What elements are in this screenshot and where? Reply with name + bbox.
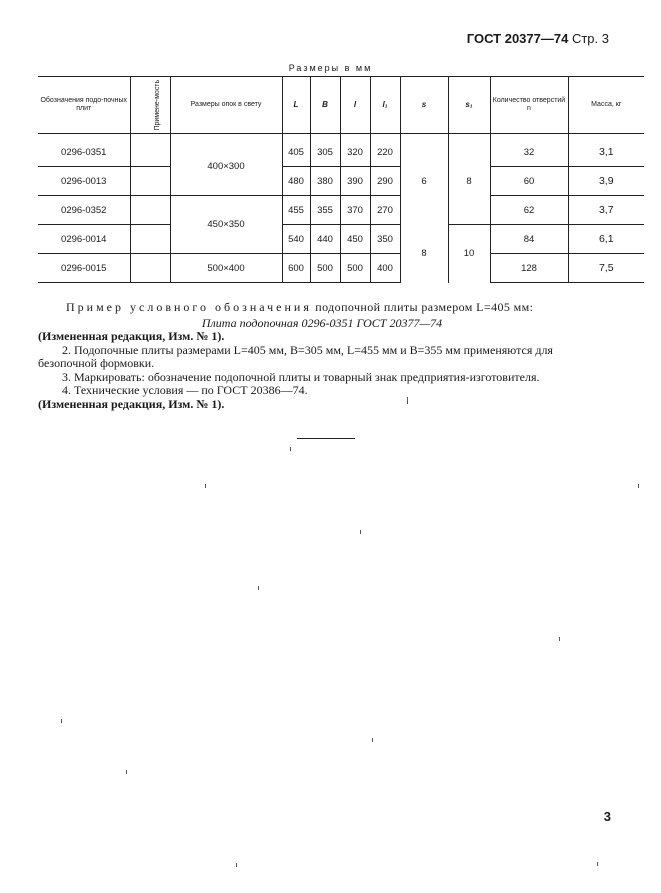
- col-application-label: Примене-мость: [153, 79, 161, 131]
- col-application: [130, 77, 170, 134]
- example-label: Пример условного обозначения: [66, 300, 312, 314]
- speck: [236, 863, 237, 867]
- col-holes: Количество отверстий n: [490, 77, 568, 134]
- cell-mass: 3,1: [568, 134, 644, 167]
- amendment-note: (Измененная редакция, Изм. № 1).: [38, 396, 225, 411]
- cell-L: 455: [282, 196, 310, 225]
- clause-3: 3. Маркировать: обозначение подопочной плиты и товарный знак предприятия-изготовителя.: [62, 369, 540, 384]
- speck: [205, 484, 206, 488]
- cell-holes: 128: [490, 254, 568, 283]
- cell-application: [130, 225, 170, 254]
- cell-l: 390: [340, 167, 370, 196]
- speck: [290, 447, 291, 451]
- page-label: Стр. 3: [571, 31, 609, 46]
- clause-4: 4. Технические условия — по ГОСТ 20386—74.: [62, 383, 308, 397]
- table-row: [38, 225, 644, 254]
- table-caption: Размеры в мм: [288, 63, 373, 73]
- col-L: L: [282, 77, 310, 134]
- col-B: B: [310, 77, 340, 134]
- table-row: [38, 254, 644, 283]
- cell-application: [130, 134, 170, 167]
- table-row: [38, 134, 644, 167]
- cell-holes: 84: [490, 225, 568, 254]
- cell-designation: 0296-0352: [38, 196, 130, 225]
- body-text: [38, 301, 606, 411]
- speck: [597, 862, 598, 866]
- col-flask-size: Размеры опок в свету: [170, 77, 282, 134]
- designation-example: Плита подопочная 0296-0351 ГОСТ 20377—74: [201, 315, 443, 330]
- table-row: [38, 196, 644, 225]
- speck: [126, 770, 127, 774]
- cell-l: 450: [340, 225, 370, 254]
- cell-mass: 3,7: [568, 196, 644, 225]
- page-header: [467, 31, 609, 46]
- cell-mass: 3,9: [568, 167, 644, 196]
- cell-designation: 0296-0013: [38, 167, 130, 196]
- table-header-row: [38, 77, 644, 134]
- cell-application: [130, 196, 170, 225]
- cell-holes: 32: [490, 134, 568, 167]
- cell-flask-size: 500×400: [170, 254, 282, 283]
- col-mass: Масса, кг: [568, 77, 644, 134]
- cell-mass: 7,5: [568, 254, 644, 283]
- speck: [61, 719, 62, 723]
- cell-l1: 350: [370, 225, 400, 254]
- cell-application: [130, 167, 170, 196]
- col-l: l: [340, 77, 370, 134]
- cell-flask-size: 400×300: [170, 134, 282, 196]
- cell-B: 380: [310, 167, 340, 196]
- cell-B: 500: [310, 254, 340, 283]
- cell-B: 440: [310, 225, 340, 254]
- speck: [258, 586, 259, 590]
- cell-flask-size: 450×350: [170, 196, 282, 254]
- amendment-note: (Измененная редакция, Изм. № 1).: [38, 329, 225, 343]
- cell-L: 600: [282, 254, 310, 283]
- cell-designation: 0296-0351: [38, 134, 130, 167]
- cell-l1: 400: [370, 254, 400, 283]
- cell-s1: 10: [448, 225, 490, 283]
- speck: [638, 484, 639, 488]
- standard-number: ГОСТ 20377—74: [466, 31, 569, 46]
- cell-holes: 62: [490, 196, 568, 225]
- cell-application: [130, 254, 170, 283]
- cell-s: 6: [400, 134, 448, 225]
- col-designation: Обозначения подо-почных плит: [38, 77, 130, 134]
- speck: [407, 397, 408, 404]
- clause-2: 2. Подопочные плиты размерами L=405 мм, B=305 мм, L=455 мм и B=355 мм применяются для безопочной формовки.: [38, 342, 553, 370]
- sizes-table: [38, 76, 644, 283]
- cell-L: 405: [282, 134, 310, 167]
- col-s: s: [400, 77, 448, 134]
- cell-mass: 6,1: [568, 225, 644, 254]
- cell-l1: 270: [370, 196, 400, 225]
- cell-s1: 8: [448, 134, 490, 225]
- example-rest: подопочной плиты размером L=405 мм:: [315, 300, 534, 314]
- speck: [372, 738, 373, 742]
- cell-l: 500: [340, 254, 370, 283]
- cell-l: 320: [340, 134, 370, 167]
- table-row: [38, 167, 644, 196]
- cell-B: 305: [310, 134, 340, 167]
- cell-L: 540: [282, 225, 310, 254]
- speck: [559, 637, 560, 641]
- page-number: 3: [603, 809, 611, 824]
- cell-holes: 60: [490, 167, 568, 196]
- cell-designation: 0296-0015: [38, 254, 130, 283]
- col-l1: l₁: [370, 77, 400, 134]
- speck: [360, 530, 361, 534]
- example-line: [38, 301, 606, 315]
- cell-l1: 290: [370, 167, 400, 196]
- cell-l1: 220: [370, 134, 400, 167]
- cell-l: 370: [340, 196, 370, 225]
- cell-designation: 0296-0014: [38, 225, 130, 254]
- cell-L: 480: [282, 167, 310, 196]
- col-s1: s₁: [448, 77, 490, 134]
- cell-s: 8: [400, 225, 448, 283]
- cell-B: 355: [310, 196, 340, 225]
- end-divider: [297, 438, 355, 439]
